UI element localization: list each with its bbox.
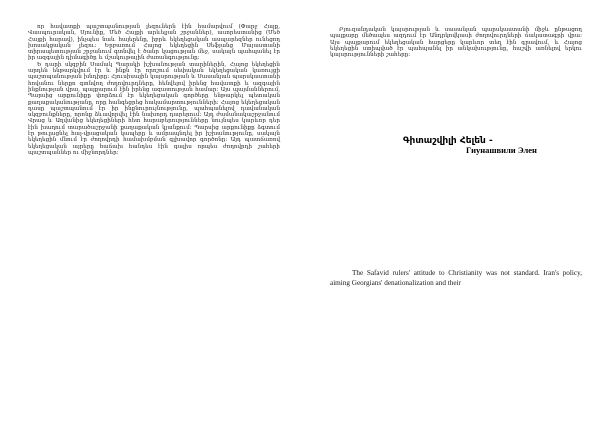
english-abstract-paragraph: The Safavid rulers' attitude to Christianity was not standard. Iran's policy, aiming Georgians' denationalization and their [330, 269, 582, 287]
right-top-text [330, 27, 582, 58]
english-abstract [330, 268, 582, 288]
right-top-paragraph: Բյուզանդական կայսրության և սասանյան պարսկաստանի միջև ընթացող պայքարը մեծապես ազդում էր Անդրկովկասի ժողովուրդների ճակատագրի վրա։ Այս պայքարում եկեղեցական հարցերը կարևոր տեղ էին գրավում, և Հայոց եկեղեցին ստիպված էր պահպանել իր անկախությունը, հաշվի առնելով երկու կայսրությունների շահերը։ [330, 27, 582, 59]
left-text-column [28, 24, 280, 156]
left-paragraph-2: Ե դարի սկզբին Սամակ Պարսկի իշխանության տարիներին, Հայոց եկեղեցին արդեն ենթարկվում էր և ինքն էր որոշում սեփական եկեղեցական կառույցի պաշտպանության խնդիրը։ Հյուսիսային կայսրության և Սասանյան պարսկաստանի հովանու ներքո գտնվող ժողովուրդները, հենվելով իրենց հավատքի և ազգային ինքնության վրա, պայքարում էին իրենց ազատության համար։ Այս պայմաններում, Պարսից արքունիքը փորձում էր եկեղեցական գործերը ենթարկել պետական քաղաքականությանը, որը հանգեցրեց հակամարտությունների։ Հայոց եկեղեցական դասը պաշտպանում էր իր ինքնուրույնությունը, պահպանելով դավանական սկզբունքները, որոնք ձևավորվել էին նախորդ դարերում։ Այդ ժամանակաշրջանում Վրաց և Աղվանից եկեղեցիների հետ հարաբերությունները նույնպես կարևոր դեր էին խաղում տարածաշրջանի քաղաքական կյանքում։ Պարսից արքունիքը ձգտում էր թուլացնել հայ-վրացական կապերը և ամրապնդել իր իշխանությունը, սակայն եկեղեցին մնում էր ժողովրդի համախմբման գլխավոր գործոնը։ Այդ պատճառով եկեղեցական այրերը հաճախ հանդես էին գալիս որպես ժողովրդի շահերի պաշտպաններ ու միջնորդներ։ [28, 61, 280, 156]
right-page [300, 0, 600, 425]
author-name-russian: Гиунашвили Элен [466, 145, 537, 155]
left-paragraph-1: որ հավատքի պաշտպանության լեզուներն էին համարվում (Փարջ Հայք, Վասպուրական, Սյունիք, Մեծ Հայքի արևելյան շրջաններ), ասորեստանից (Մեծ Հայքի հարավ), ինչպես նաև հայերենը, իբրև եկեղեցական ասպարեզներ ունեցող խոսակցական լեզու։ Երբառում Հայոց եկեղեցին Սեֆյանց Մայաստանի տիրապետության շրջանում գտնվել է ծանր կացության մեջ, սակայն պահպանել էր իր ազգային դիմագիծը և մշակութային ժառանգությունը։ [28, 24, 280, 62]
article-title-armenian: Գիտաշվիլի Հելեն - [403, 136, 493, 146]
